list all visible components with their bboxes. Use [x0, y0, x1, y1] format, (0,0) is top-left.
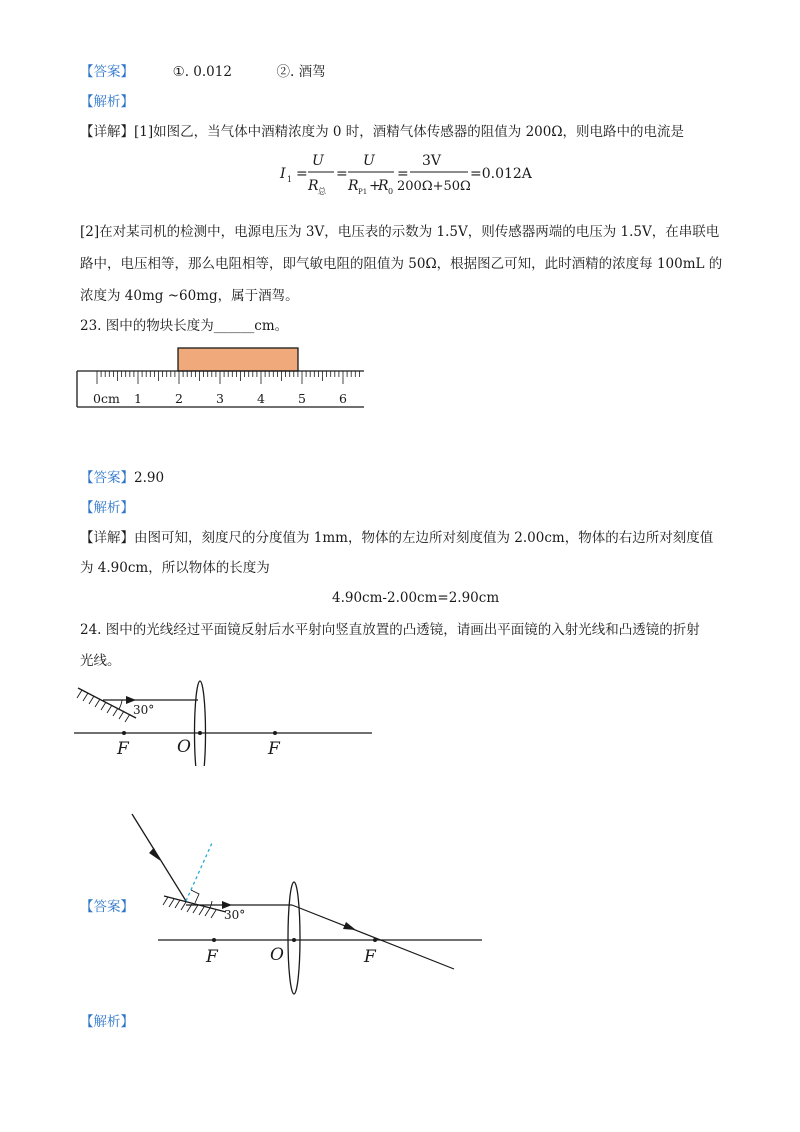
q23-detail-line1 — [80, 528, 713, 548]
formula-f3-num: 3V — [422, 153, 442, 169]
focus-left-label: F — [206, 947, 218, 967]
ruler-label: 3 — [216, 391, 224, 406]
formula-f2-den-b-sub: 0 — [388, 187, 394, 196]
q22-detail-line4: 浓度为 40mg ~60mg，属于酒驾。 — [80, 288, 299, 304]
q24-question-figure — [70, 676, 380, 766]
q23-question: 23. 图中的物块长度为______cm。 — [80, 318, 289, 334]
detail-tag: 【详解】 — [80, 124, 134, 140]
q24-question-line1: 24. 图中的光线经过平面镜反射后水平射向竖直放置的凸透镜，请画出平面镜的入射光线和凸透镜的折射 — [80, 622, 700, 638]
q22-detail-text1: [1]如图乙，当气体中酒精浓度为 0 时，酒精气体传感器的阻值为 200Ω，则电路中的电流是 — [134, 124, 685, 140]
formula-f2-den-plus: + — [369, 178, 381, 194]
formula-f3-den: 200Ω+50Ω — [397, 179, 471, 194]
formula-eq2: = — [336, 166, 348, 182]
q22-formula — [270, 148, 560, 200]
answer-tag: 【答案】 — [80, 470, 134, 486]
ruler-label: 5 — [298, 391, 306, 406]
formula-result: =0.012A — [470, 166, 532, 182]
incident-ray — [132, 814, 186, 901]
answer-tag: 【答案】 — [80, 899, 134, 915]
formula-f1-den: R — [308, 178, 319, 194]
formula-eq3: = — [397, 166, 409, 182]
ruler-label: 4 — [257, 391, 265, 406]
q24-question-line2: 光线。 — [80, 653, 121, 669]
q22-answer-part1: ①. 0.012 — [172, 64, 232, 80]
ruler-label: 1 — [134, 391, 142, 406]
focus-right-label: F — [268, 739, 280, 759]
formula-f1-den-sub: 总 — [318, 187, 326, 196]
formula-eq1: = — [296, 166, 308, 182]
q22-analysis-tag — [80, 92, 134, 112]
q23-detail-line2: 为 4.90cm，所以物体的长度为 — [80, 560, 270, 576]
analysis-tag: 【解析】 — [80, 500, 134, 516]
q23-equation: 4.90cm-2.00cm=2.90cm — [332, 590, 500, 606]
analysis-tag: 【解析】 — [80, 94, 134, 110]
q23-analysis-tag — [80, 498, 134, 518]
angle-label: 30° — [224, 908, 246, 922]
measured-block — [178, 348, 298, 371]
ruler-label: 6 — [339, 391, 347, 406]
q22-detail-line2: [2]在对某司机的检测中，电源电压为 3V，电压表的示数为 1.5V，则传感器两端的电压为 1.5V，在串联电 — [80, 224, 720, 240]
plane-mirror — [163, 896, 226, 918]
q24-answer-figure — [120, 808, 490, 998]
normal-line — [186, 843, 212, 901]
formula-f2-den-a-sub: P1 — [358, 188, 368, 196]
formula-f2-den-b: R — [378, 178, 389, 194]
q23-answer-line — [80, 468, 164, 488]
formula-lhs: I — [280, 166, 286, 182]
convex-lens — [195, 681, 206, 766]
q22-answer-line — [80, 62, 326, 82]
formula-f2-den-a: R — [348, 178, 359, 194]
focus-right-label: F — [364, 947, 376, 967]
optical-center-label: O — [270, 945, 284, 965]
answer-tag: 【答案】 — [80, 64, 134, 80]
plane-mirror — [77, 688, 136, 722]
ruler-label: 0cm — [93, 391, 120, 406]
formula-lhs-sub: 1 — [287, 175, 293, 184]
ruler-figure — [70, 342, 375, 412]
q22-detail-line1 — [80, 122, 684, 142]
detail-tag: 【详解】 — [80, 530, 134, 546]
angle-label: 30° — [133, 703, 155, 717]
analysis-tag: 【解析】 — [80, 1014, 134, 1030]
q22-detail-line3: 路中，电压相等，那么电阻相等，即气敏电阻的阻值为 50Ω，根据图乙可知，此时酒精的浓度每 100mL 的 — [80, 256, 723, 272]
q24-analysis-tag — [80, 1012, 134, 1032]
formula-f2-num: U — [363, 153, 375, 169]
focus-left-label: F — [117, 739, 129, 759]
optical-center-label: O — [177, 737, 191, 757]
q22-answer-part2: ②. 酒驾 — [276, 64, 326, 80]
formula-f1-num: U — [312, 153, 324, 169]
q23-detail-text1: 由图可知，刻度尺的分度值为 1mm，物体的左边所对刻度值为 2.00cm，物体的右边所对刻度值 — [134, 530, 714, 546]
q23-answer: 2.90 — [134, 470, 165, 486]
ruler-label: 2 — [175, 391, 183, 406]
